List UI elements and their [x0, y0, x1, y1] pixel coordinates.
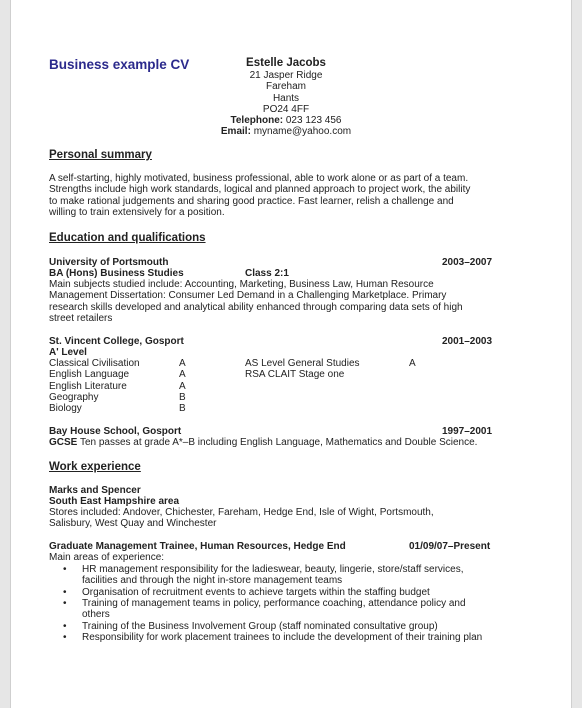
stores-line-2: Salisbury, West Quay and Winchester [49, 518, 217, 529]
extra-qualification-name: AS Level General Studies [245, 358, 360, 369]
summary-line-4: willing to train extensively for a position. [49, 207, 225, 218]
portsmouth-line-3: research skills developed and analytical ability enhanced through comparing data sets of high [49, 302, 463, 313]
education-heading: Education and qualifications [49, 232, 206, 244]
subject-name: Biology [49, 403, 82, 414]
subject-grade: A [179, 381, 186, 392]
address-line-3: Hants [272, 93, 300, 104]
portsmouth-class: Class 2:1 [245, 268, 289, 279]
gcse-line [49, 437, 477, 449]
role-title: Graduate Management Trainee, Human Resources, Hedge End [49, 541, 346, 552]
bullet-marker: • [63, 587, 67, 598]
bullet-5-line-1: Responsibility for work placement trainees to include the development of their training plan [82, 632, 483, 643]
telephone-number: 023 123 456 [285, 115, 342, 126]
telephone-label: Telephone: [230, 115, 284, 126]
subject-name: English Language [49, 369, 130, 380]
email-line [171, 126, 401, 138]
bayhouse-dates: 1997–2001 [442, 426, 493, 437]
employer-name: Marks and Spencer [49, 485, 141, 496]
extra-qualification-grade: A [409, 358, 416, 369]
bullet-marker: • [63, 632, 67, 643]
bullet-1-line-2: facilities and through the night in-store management teams [82, 575, 343, 586]
portsmouth-dates: 2003–2007 [442, 257, 493, 268]
gcse-label: GCSE [49, 437, 78, 448]
portsmouth-line-2: Management Dissertation: Consumer Led Demand in a Challenging Marketplace. Primary [49, 290, 447, 301]
stores-line-1: Stores included: Andover, Chichester, Fareham, Hedge End, Isle of Wight, Portsmouth, [49, 507, 434, 518]
bullet-marker: • [63, 621, 67, 632]
gcse-text: Ten passes at grade A*–B including English Language, Mathematics and Double Science. [77, 437, 478, 448]
bullet-2-line-1: Organisation of recruitment events to achieve targets within the staffing budget [82, 587, 430, 598]
summary-line-2: Strengths include high work standards, logical and planned approach to project work, the ability [49, 184, 471, 195]
stvincent-level: A' Level [49, 347, 87, 358]
stvincent-name: St. Vincent College, Gosport [49, 336, 184, 347]
address-line-4: PO24 4FF [262, 104, 310, 115]
bullet-1-line-1: HR management responsibility for the ladieswear, beauty, lingerie, store/staff services, [82, 564, 464, 575]
subject-name: Classical Civilisation [49, 358, 140, 369]
employer-region: South East Hampshire area [49, 496, 180, 507]
summary-line-3: to make rational judgements and sharing good practice. Fast learner, relish a challenge and [49, 196, 454, 207]
subject-name: English Literature [49, 381, 127, 392]
bullet-3-line-2: others [82, 609, 110, 620]
subject-grade: B [179, 392, 186, 403]
role-dates: 01/09/07–Present [409, 541, 491, 552]
email-address: myname@yahoo.com [253, 126, 352, 137]
extra-qualification-name: RSA CLAIT Stage one [245, 369, 345, 380]
subject-grade: A [179, 358, 186, 369]
cv-page [10, 0, 572, 708]
portsmouth-degree: BA (Hons) Business Studies [49, 268, 184, 279]
subject-name: Geography [49, 392, 99, 403]
subject-grade: A [179, 369, 186, 380]
bayhouse-name: Bay House School, Gosport [49, 426, 182, 437]
bullet-marker: • [63, 564, 67, 575]
work-heading: Work experience [49, 461, 141, 473]
portsmouth-line-4: street retailers [49, 313, 113, 324]
candidate-name: Estelle Jacobs [246, 57, 326, 69]
stvincent-dates: 2001–2003 [442, 336, 493, 347]
personal-summary-heading: Personal summary [49, 149, 152, 161]
bullet-marker: • [63, 598, 67, 609]
email-label: Email: [220, 126, 251, 137]
address-line-2: Fareham [265, 81, 306, 92]
summary-line-1: A self-starting, highly motivated, business professional, able to work alone or as part of a team. [49, 173, 469, 184]
telephone-line [171, 115, 401, 127]
bullet-3-line-1: Training of management teams in policy, performance coaching, attendance policy and [82, 598, 466, 609]
portsmouth-name: University of Portsmouth [49, 257, 169, 268]
address-line-1: 21 Jasper Ridge [249, 70, 323, 81]
areas-intro: Main areas of experience: [49, 552, 165, 563]
bullet-4-line-1: Training of the Business Involvement Group (staff nominated consultative group) [82, 621, 438, 632]
portsmouth-line-1: Main subjects studied include: Accounting, Marketing, Business Law, Human Resource [49, 279, 434, 290]
document-title: Business example CV [49, 57, 190, 72]
subject-grade: B [179, 403, 186, 414]
